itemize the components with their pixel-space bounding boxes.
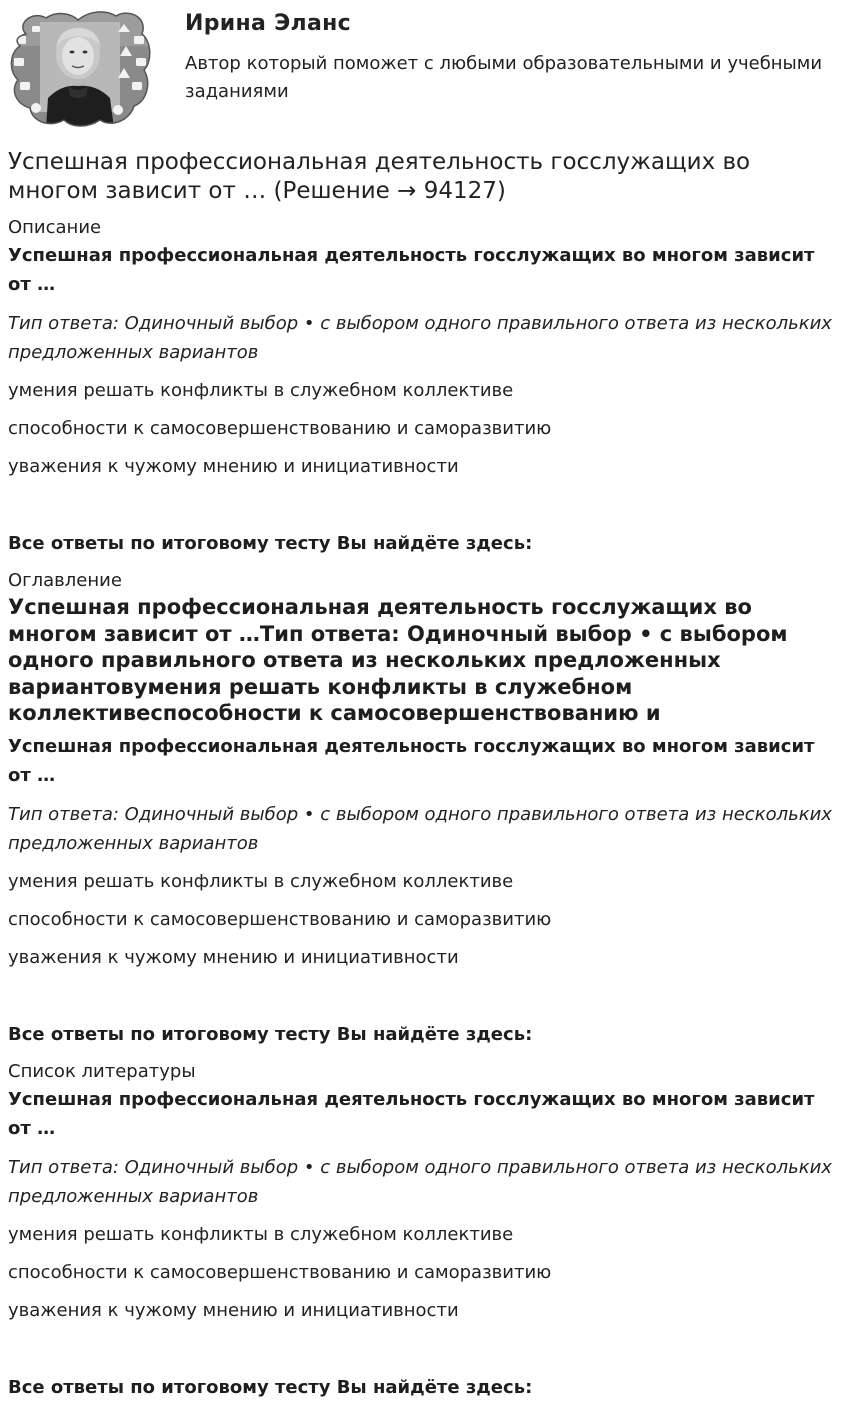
- all-answers-link[interactable]: Все ответы по итоговому тесту Вы найдёте здесь:: [8, 533, 533, 554]
- answer-option: способности к самосовершенствованию и саморазвитию: [8, 909, 552, 930]
- answer-option: умения решать конфликты в служебном коллективе: [8, 380, 514, 401]
- answer-type: Тип ответа: Одиночный выбор • с выбором одного правильного ответа из нескольких предложенных вариантов: [8, 1157, 832, 1207]
- answer-option: умения решать конфликты в служебном коллективе: [8, 871, 514, 892]
- answer-type: Тип ответа: Одиночный выбор • с выбором одного правильного ответа из нескольких предложенных вариантов: [8, 313, 832, 363]
- toc-summary: Успешная профессиональная деятельность госслужащих во многом зависит от …Тип ответа: Одиночный выбор • с выбором одного правильного ответа из нескольких предложенных вариантовумения решать конфликты в служебном коллективеспособности к самосовершенствованию и: [8, 595, 788, 724]
- answer-option: уважения к чужому мнению и инициативности: [8, 947, 459, 968]
- section-label-toc: Оглавление: [8, 570, 122, 591]
- answer-option: способности к самосовершенствованию и саморазвитию: [8, 418, 552, 439]
- author-description: Автор который поможет с любыми образовательными и учебными заданиями: [185, 53, 823, 102]
- literature-section: [8, 1061, 838, 1401]
- page-title: Успешная профессиональная деятельность госслужащих во многом зависит от … (Решение → 94127): [8, 149, 751, 204]
- answer-option: уважения к чужому мнению и инициативности: [8, 456, 459, 477]
- author-name: Ирина Эланс: [185, 11, 351, 36]
- all-answers-link[interactable]: Все ответы по итоговому тесту Вы найдёте здесь:: [8, 1377, 533, 1398]
- question-title: Успешная профессиональная деятельность госслужащих во многом зависит от …: [8, 736, 815, 786]
- question-title: Успешная профессиональная деятельность госслужащих во многом зависит от …: [8, 245, 815, 295]
- description-section: [8, 217, 838, 557]
- section-label-description: Описание: [8, 217, 102, 238]
- answer-option: уважения к чужому мнению и инициативности: [8, 1300, 459, 1321]
- question-title: Успешная профессиональная деятельность госслужащих во многом зависит от …: [8, 1089, 815, 1139]
- toc-section: [8, 570, 838, 1048]
- answer-option: способности к самосовершенствованию и саморазвитию: [8, 1262, 552, 1283]
- answer-option: умения решать конфликты в служебном коллективе: [8, 1224, 514, 1245]
- answer-type: Тип ответа: Одиночный выбор • с выбором одного правильного ответа из нескольких предложенных вариантов: [8, 804, 832, 854]
- author-avatar-icon: [6, 6, 152, 128]
- all-answers-link[interactable]: Все ответы по итоговому тесту Вы найдёте здесь:: [8, 1024, 533, 1045]
- author-header: [0, 0, 847, 140]
- section-label-literature: Список литературы: [8, 1061, 196, 1082]
- main-content: [8, 148, 838, 1401]
